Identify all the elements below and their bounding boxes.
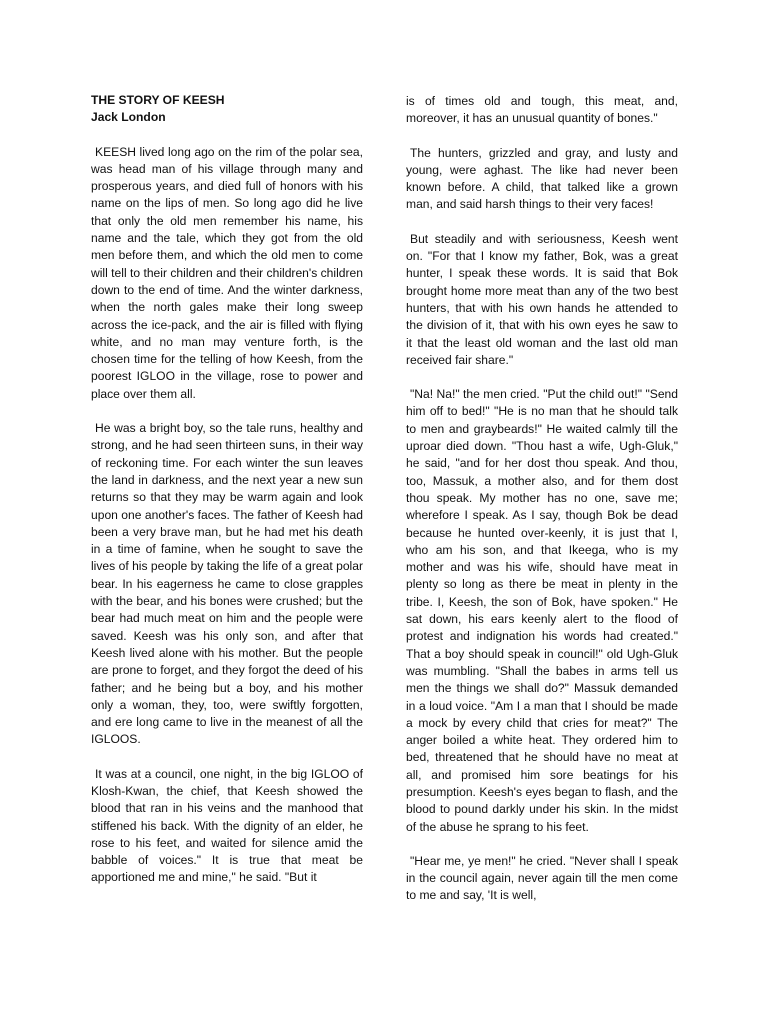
paragraph: The hunters, grizzled and gray, and lusty and young, were aghast. The like had never been known before. A child, that talked like a grown man, and said harsh things to their very faces! [406,145,678,212]
story-author: Jack London [91,110,166,125]
paragraph: "Na! Na!" the men cried. "Put the child out!" "Send him off to bed!" "He is no man that he should talk to men and graybeards!" He waited calmly till the uproar died down. "Thou hast a wife, Ugh-Gluk," he said, "and for her dost thou speak. And thou, too, Massuk, a mother also, and for them dost thou speak. My mother has no one, save me; wherefore I speak. As I say, though Bok be dead because he hunted over-keenly, it is just that I, who am his son, and that Ikeega, who is my mother and was his wife, should have meat in plenty so long as there be meat in plenty in the tribe. I, Keesh, the son of Bok, have spoken." He sat down, his ears keenly alert to the flood of protest and indignation his words had created." That a boy should speak in council!" old Ugh-Gluk was mumbling. "Shall the babes in arms tell us men the things we shall do?" Massuk demanded in a loud voice. "Am I a man that I should be made a mock by every child that cries for meat?" The anger boiled a white heat. They ordered him to bed, threatened that he should have no meat at all, and promised him sore beatings for his presumption. Keesh's eyes began to flash, and the blood to pound darkly under his skin. In the midst of the abuse he sprang to his feet. [406,387,678,834]
paragraph: But steadily and with seriousness, Keesh went on. "For that I know my father, Bok, was a great hunter, I speak these words. It is said that Bok brought home more meat than any of the two best hunters, that with his own hands he attended to the division of it, that with his own eyes he saw to it that the least old woman and the last old man received fair share." [406,231,678,367]
paragraph: It was at a council, one night, in the big IGLOO of Klosh-Kwan, the chief, that Keesh showed the blood that ran in his veins and the manhood that stiffened his back. With the dignity of an elder, he rose to his feet, and waited for silence amid the babble of voices." It is true that meat be apportioned me and mine," he said. "But it [91,766,363,885]
story-title: THE STORY OF KEESH [91,93,225,107]
title-block [91,92,363,127]
paragraph-continued: is of times old and tough, this meat, and, moreover, it has an unusual quantity of bones." [406,94,678,126]
left-column [91,92,363,887]
paragraph: "Hear me, ye men!" he cried. "Never shall I speak in the council again, never again till the men come to me and say, 'It is well, [406,853,678,903]
paragraph: He was a bright boy, so the tale runs, healthy and strong, and he had seen thirteen suns, in their way of reckoning time. For each winter the sun leaves the land in darkness, and the next year a new sun returns so that they may be warm again and look upon one another's faces. The father of Keesh had been a very brave man, but he had met his death in a time of famine, when he sought to save the lives of his people by taking the life of a great polar bear. In his eagerness he came to close grapples with the bear, and his bones were crushed; but the bear had much meat on him and the people were saved. Keesh was his only son, and after that Keesh lived alone with his mother. But the people are prone to forget, and they forgot the deed of his father; and he being but a boy, and his mother only a woman, they, too, were swiftly forgotten, and ere long came to live in the meanest of all the IGLOOS. [91,421,363,747]
paragraph: KEESH lived long ago on the rim of the polar sea, was head man of his village through many and prosperous years, and died full of honors with his name on the lips of men. So long ago did he live that only the old men remember his name, his name and the tale, which they got from the old men before them, and which the old men to come will tell to their children and their children's children down to the end of time. And the winter darkness, when the north gales make their long sweep across the ice-pack, and the air is filled with flying white, and no man may venture forth, is the chosen time for the telling of how Keesh, from the poorest IGLOO in the village, rose to power and place over them all. [91,144,363,401]
right-column [406,93,678,905]
